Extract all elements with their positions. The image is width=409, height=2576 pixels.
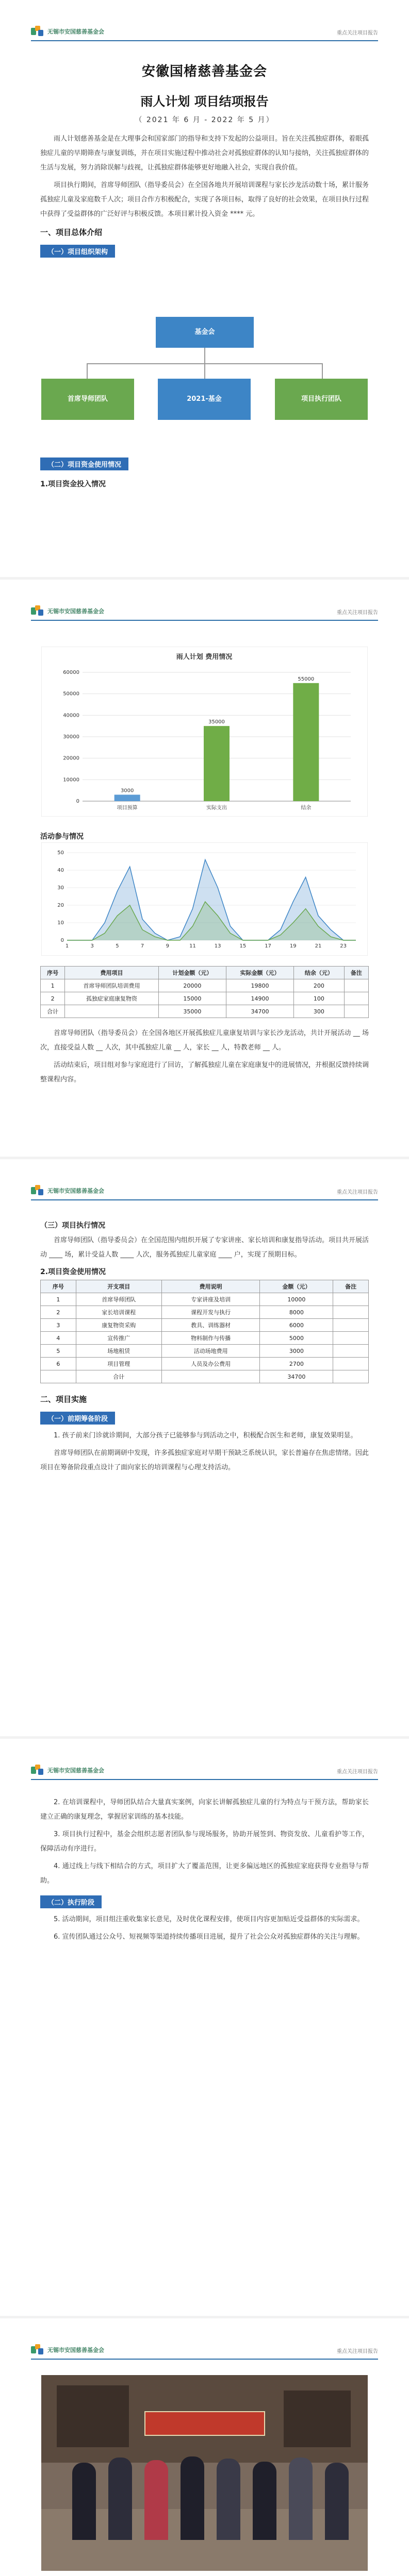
bar [293,683,319,801]
y-tick-label: 30 [57,885,64,891]
page-1 [0,0,409,577]
y-tick-label: 50000 [63,691,79,697]
t2-cell: 3000 [260,1345,333,1358]
t1-row [41,1005,369,1018]
t2-cell: 人员及办公费用 [161,1358,260,1370]
page3-paragraph-1: 1. 孩子前来门诊就诊期间，大部分孩子已能够参与到活动之中，积极配合医生和老师，康复效果明显。 [54,1432,357,1439]
org-connector [204,363,205,379]
y-tick-label: 40000 [63,713,79,719]
funds-intro: 1.项目资金投入情况 [40,480,106,488]
logo-text: 无锡市安国慈善基金会 [47,608,104,615]
cost-bar-chart [41,647,368,817]
y-tick-label: 40 [57,868,64,873]
org-connector [322,363,323,379]
t1-cell: 34700 [226,1005,293,1018]
org-connector [204,348,205,363]
y-tick-label: 10 [57,920,64,926]
header-right-text: 重点关注项目报告 [337,2349,378,2354]
x-tick-label: 19 [289,943,297,949]
y-tick-label: 10000 [63,777,79,783]
page4-paragraph-5: 6. 宣传团队通过公众号、短视频等渠道持续传播项目进展，提升了社会公众对孤独症群体的关注与理解。 [54,1933,364,1941]
org-box-middle-label: 2021-基金 [187,395,222,403]
intro-paragraph-1: 雨人计划慈善基金是在大理事会和国家部门的指导和支持下发起的公益项目。旨在关注孤独症群体，着眼孤独症儿童的早期筛查与康复训练，并在项目实施过程中推动社会对孤独症群体的认知与接纳，关注孤独症群体的生活与发展，努力消除误解与歧视，让孤独症群体能够更好地融入社会，实现自我价值。 [40,135,369,172]
t2-cell [41,1370,76,1383]
page4-paragraph-4: 5. 活动期间，项目组注重收集家长意见，及时优化课程安排，使项目内容更加贴近受益群体的实际需求。 [54,1916,364,1923]
table2-heading: 2.项目资金使用情况 [40,1268,106,1276]
page4-paragraph-3: 4. 通过线上与线下相结合的方式，项目扩大了覆盖范围，让更多偏远地区的孤独症家庭获得专业指导与帮助。 [40,1862,369,1885]
logo-text: 无锡市安国慈善基金会 [47,1188,104,1194]
x-tick-label: 9 [166,943,169,949]
bar [114,795,140,802]
page-header [0,1159,409,1216]
t1-cell: 100 [294,992,345,1005]
t1-cell [65,1005,158,1018]
t1-cell: 20000 [158,979,226,992]
y-tick-label: 50 [57,850,64,856]
stats-paragraph: 首席导师团队（指导委员会）在全国范围内组织开展了专家讲座、家长培训和康复指导活动。项目共开展活动 ____ 场，累计受益人数 ____ 人次，服务孤独症儿童家庭 ____ 户，实现了预期目标。 [40,1236,369,1259]
page4-paragraph-1: 2. 在培训课程中，导师团队结合大量真实案例，向家长讲解孤独症儿童的行为特点与干预方法，帮助家长建立正确的康复理念，掌握居家训练的基本技能。 [40,1799,369,1821]
t1-cell: 首席导师团队培训费用 [65,979,158,992]
t1-header-cell: 费用项目 [65,967,158,979]
t1-cell: 15000 [158,992,226,1005]
bar-value-label: 35000 [208,719,225,725]
x-tick-label: 13 [214,943,221,949]
t1-header-cell: 备注 [344,967,368,979]
line-chart-heading: 活动参与情况 [40,833,84,841]
page-header [0,0,409,57]
t2-cell [333,1306,369,1319]
y-tick-label: 20000 [63,755,79,761]
logo-icon [31,1765,44,1776]
t1-cell [344,992,368,1005]
t1-header-cell: 序号 [41,967,65,979]
group-photo [41,2375,368,2571]
x-tick-label: 15 [239,943,247,949]
t2-cell: 康复物资采购 [76,1319,161,1332]
page-4 [0,1739,409,2316]
t2-row [41,1319,369,1332]
foundation-logo [31,26,104,37]
t2-cell: 教具、训练器材 [161,1319,260,1332]
chart-title: 雨人计划 费用情况 [176,653,233,661]
t2-cell [333,1345,369,1358]
x-tick-label: 3 [90,943,94,949]
funds-summary-table [40,966,369,1018]
page2-paragraph-1: 首席导师团队（指导委员会）在全国各地区开展孤独症儿童康复培训与家长沙龙活动，共计开展活动 __ 场次，直接受益人数 __ 人次，其中孤独症儿童 __ 人，家长 __ 人，特教老师 __ 人。 [40,1029,369,1052]
x-tick-label: 17 [265,943,271,949]
t1-cell: 2 [41,992,65,1005]
t2-cell: 课程开发与执行 [161,1306,260,1319]
x-tick-label: 实际支出 [206,805,227,811]
t2-cell: 项目管理 [76,1358,161,1370]
t1-cell: 1 [41,979,65,992]
t2-header-cell: 开支项目 [76,1280,161,1293]
t2-cell [161,1370,260,1383]
org-box-right-label: 项目执行团队 [301,395,341,403]
t1-cell: 14900 [226,992,293,1005]
t2-header-cell: 序号 [41,1280,76,1293]
t1-cell: 19800 [226,979,293,992]
t1-row [41,992,369,1005]
y-tick-label: 0 [76,799,79,804]
t2-cell: 1 [41,1293,76,1306]
t2-row [41,1332,369,1345]
t2-cell: 6 [41,1358,76,1370]
y-tick-label: 20 [57,903,64,908]
t2-cell: 家长培训课程 [76,1306,161,1319]
org-structure-heading: （一）项目组织架构 [40,245,115,258]
t2-row [41,1306,369,1319]
impl-prep-heading: （一）前期筹备阶段 [40,1412,115,1425]
t2-cell [333,1358,369,1370]
x-tick-label: 5 [116,943,119,949]
section-impl-heading: 二、项目实施 [40,1395,87,1404]
x-tick-label: 1 [65,943,69,949]
t2-cell: 34700 [260,1370,333,1383]
page3-paragraph-2: 首席导师团队在前期调研中发现，许多孤独症家庭对早期干预缺乏系统认识，家长普遍存在焦虑情绪。因此项目在筹备阶段重点设计了面向家长的培训课程与心理支持活动。 [40,1449,369,1471]
t2-cell: 场地租赁 [76,1345,161,1358]
foundation-title: 安徽国楮慈善基金会 [141,64,267,79]
x-tick-label: 11 [189,943,196,949]
t1-header-cell: 实际金额（元） [226,967,293,979]
t2-row [41,1358,369,1370]
t1-header-cell: 计划金额（元） [158,967,226,979]
header-right-text: 重点关注项目报告 [337,1190,378,1195]
foundation-logo [31,605,104,617]
x-tick-label: 结余 [301,805,312,811]
t1-cell: 300 [294,1005,345,1018]
header-rule [31,40,378,41]
funds-detail-table [40,1280,369,1383]
y-tick-label: 0 [60,938,64,943]
foundation-logo [31,1185,104,1196]
x-tick-label: 23 [340,943,347,949]
t2-cell: 合计 [76,1370,161,1383]
t1-cell [344,1005,368,1018]
t2-header-cell: 金额（元） [260,1280,333,1293]
impl-exec-heading: （二）执行阶段 [40,1895,102,1908]
logo-icon [31,605,44,617]
page-header [0,2318,409,2375]
page-5 [0,2318,409,2576]
x-tick-label: 项目预算 [117,805,138,811]
org-box-middle [158,379,251,420]
org-box-right [275,379,368,420]
t2-cell: 首席导师团队 [76,1293,161,1306]
funds-heading: （二）项目资金使用情况 [40,457,128,470]
t1-cell: 孤独症家庭康复物资 [65,992,158,1005]
banner [144,2411,265,2436]
t2-cell: 物料制作与传播 [161,1332,260,1345]
t2-header-cell: 备注 [333,1280,369,1293]
t2-cell: 10000 [260,1293,333,1306]
page-header [0,1739,409,1795]
bar [204,726,230,801]
foundation-logo [31,1765,104,1776]
page-header [0,580,409,636]
t1-header-cell: 结余（元） [294,967,345,979]
t2-cell: 活动场地费用 [161,1345,260,1358]
t2-row [41,1293,369,1306]
logo-text: 无锡市安国慈善基金会 [47,28,104,35]
section-overview-heading: 一、项目总体介绍 [40,228,103,237]
t1-cell: 合计 [41,1005,65,1018]
intro-paragraph-2: 项目执行期间，首席导师团队（指导委员会）在全国各地共开展培训课程与家长沙龙活动数十场，累计服务孤独症儿童及家庭数千人次；项目合作方积极配合，实现了各项目标，取得了良好的社会效果，在项目执行过程中获得了受益群体的广泛好评与积极反馈。本项目累计投入资金 **** 元。 [40,181,369,218]
org-box-top [156,317,254,348]
t2-cell [333,1293,369,1306]
org-box-left [41,379,134,420]
header-right-text: 重点关注项目报告 [337,610,378,616]
stats-heading: （三）项目执行情况 [40,1222,105,1230]
t2-cell [333,1319,369,1332]
t2-cell: 4 [41,1332,76,1345]
page2-paragraph-2: 活动结束后，项目组对参与家庭进行了回访，了解孤独症儿童在家庭康复中的进展情况，并根据反馈持续调整课程内容。 [40,1061,369,1083]
header-right-text: 重点关注项目报告 [337,30,378,36]
page-2 [0,580,409,1157]
logo-icon [31,2344,44,2355]
page4-paragraph-2: 3. 项目执行过程中，基金会组织志愿者团队参与现场服务，协助开展签到、物资发放、儿童看护等工作，保障活动有序进行。 [40,1831,369,1853]
t2-cell [333,1370,369,1383]
t2-cell: 3 [41,1319,76,1332]
t2-cell: 2700 [260,1358,333,1370]
t2-header-cell: 费用说明 [161,1280,260,1293]
t2-cell: 宣传推广 [76,1332,161,1345]
report-subtitle: 雨人计划 项目结项报告 [140,94,269,109]
logo-text: 无锡市安国慈善基金会 [47,1767,104,1774]
header-rule [31,1199,378,1200]
y-tick-label: 60000 [63,670,79,675]
x-tick-label: 21 [315,943,322,949]
t2-row [41,1370,369,1383]
t2-cell: 专家讲座及培训 [161,1293,260,1306]
bar-value-label: 3000 [120,788,134,794]
t1-cell: 35000 [158,1005,226,1018]
t2-cell: 5000 [260,1332,333,1345]
header-rule [31,2359,378,2360]
t2-cell [333,1332,369,1345]
t2-cell: 6000 [260,1319,333,1332]
bar-value-label: 55000 [298,676,315,682]
t1-row [41,979,369,992]
org-box-top-label: 基金会 [194,328,215,336]
header-right-text: 重点关注项目报告 [337,1769,378,1775]
report-date-range: （ 2021 年 6 月 - 2022 年 5 月） [135,116,274,124]
t1-cell [344,979,368,992]
activity-line-chart [41,842,368,956]
x-tick-label: 7 [140,943,144,949]
logo-icon [31,26,44,37]
foundation-logo [31,2344,104,2355]
t2-cell: 2 [41,1306,76,1319]
t2-cell: 5 [41,1345,76,1358]
logo-icon [31,1185,44,1196]
logo-text: 无锡市安国慈善基金会 [47,2347,104,2353]
page-3 [0,1159,409,1736]
t2-row [41,1345,369,1358]
org-chart [41,317,368,440]
org-box-left-label: 首席导师团队 [67,395,108,403]
header-rule [31,620,378,621]
header-rule [31,1779,378,1780]
t2-cell: 8000 [260,1306,333,1319]
y-tick-label: 30000 [63,734,79,740]
org-connector [87,363,88,379]
t1-cell: 200 [294,979,345,992]
